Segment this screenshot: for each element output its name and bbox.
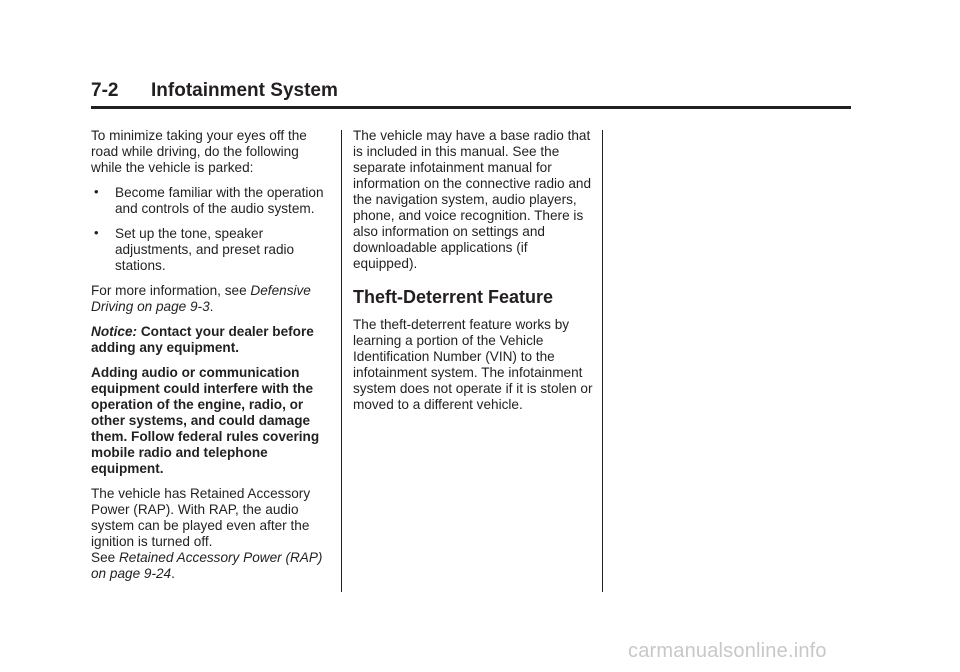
more-info-prefix: For more information, see [91, 283, 251, 298]
list-item [91, 185, 331, 217]
intro-paragraph: To minimize taking your eyes off the road while driving, do the following while the vehicle is parked: [91, 128, 307, 175]
cross-reference-link[interactable]: Retained Accessory Power (RAP) on page 9-24 [91, 550, 323, 581]
column-left [91, 128, 331, 591]
page-header [91, 80, 851, 109]
column-divider-right [602, 130, 603, 592]
more-info-suffix: . [209, 299, 214, 314]
bullet-text: Become familiar with the operation and controls of the audio system. [115, 185, 324, 216]
notice-label: Notice: [91, 324, 138, 339]
cross-reference-link[interactable]: Defensive Driving on page 9-3 [91, 283, 311, 314]
rap-paragraph [91, 486, 331, 582]
rap-see: See [91, 550, 119, 565]
notice-paragraph [91, 324, 331, 356]
column-middle [353, 128, 593, 422]
rap-text: The vehicle has Retained Accessory Power (RAP). With RAP, the audio system can be played even after the ignition is turned off. [91, 486, 311, 549]
rap-suffix: . [171, 566, 175, 581]
watermark: carmanualsonline.info [628, 640, 827, 662]
bullet-icon: • [94, 225, 99, 240]
notice-text: Contact your dealer before adding any equipment. [91, 324, 314, 355]
base-radio-paragraph: The vehicle may have a base radio that is included in this manual. See the separate infotainment manual for information on the connective radio and the navigation system, audio players, phone, and voice recognition. There is also information on settings and downloadable applications (if equipped). [353, 128, 592, 271]
warning-paragraph: Adding audio or communication equipment could interfere with the operation of the engine, radio, or other systems, and could damage them. Follow federal rules covering mobile radio and telephone equipment. [91, 365, 320, 476]
section-title: Infotainment System [151, 80, 338, 101]
column-divider-left [341, 130, 342, 592]
bullet-icon: • [94, 184, 99, 199]
theft-deterrent-heading: Theft-Deterrent Feature [353, 287, 554, 307]
bullet-text: Set up the tone, speaker adjustments, and preset radio stations. [115, 226, 295, 273]
theft-deterrent-paragraph: The theft-deterrent feature works by learning a portion of the Vehicle Identification Number (VIN) to the infotainment system. The infotainment system does not operate if it is stolen or moved to a different vehicle. [353, 317, 593, 412]
more-info-paragraph [91, 283, 331, 315]
list-item [91, 226, 331, 274]
page-number: 7-2 [91, 80, 119, 101]
